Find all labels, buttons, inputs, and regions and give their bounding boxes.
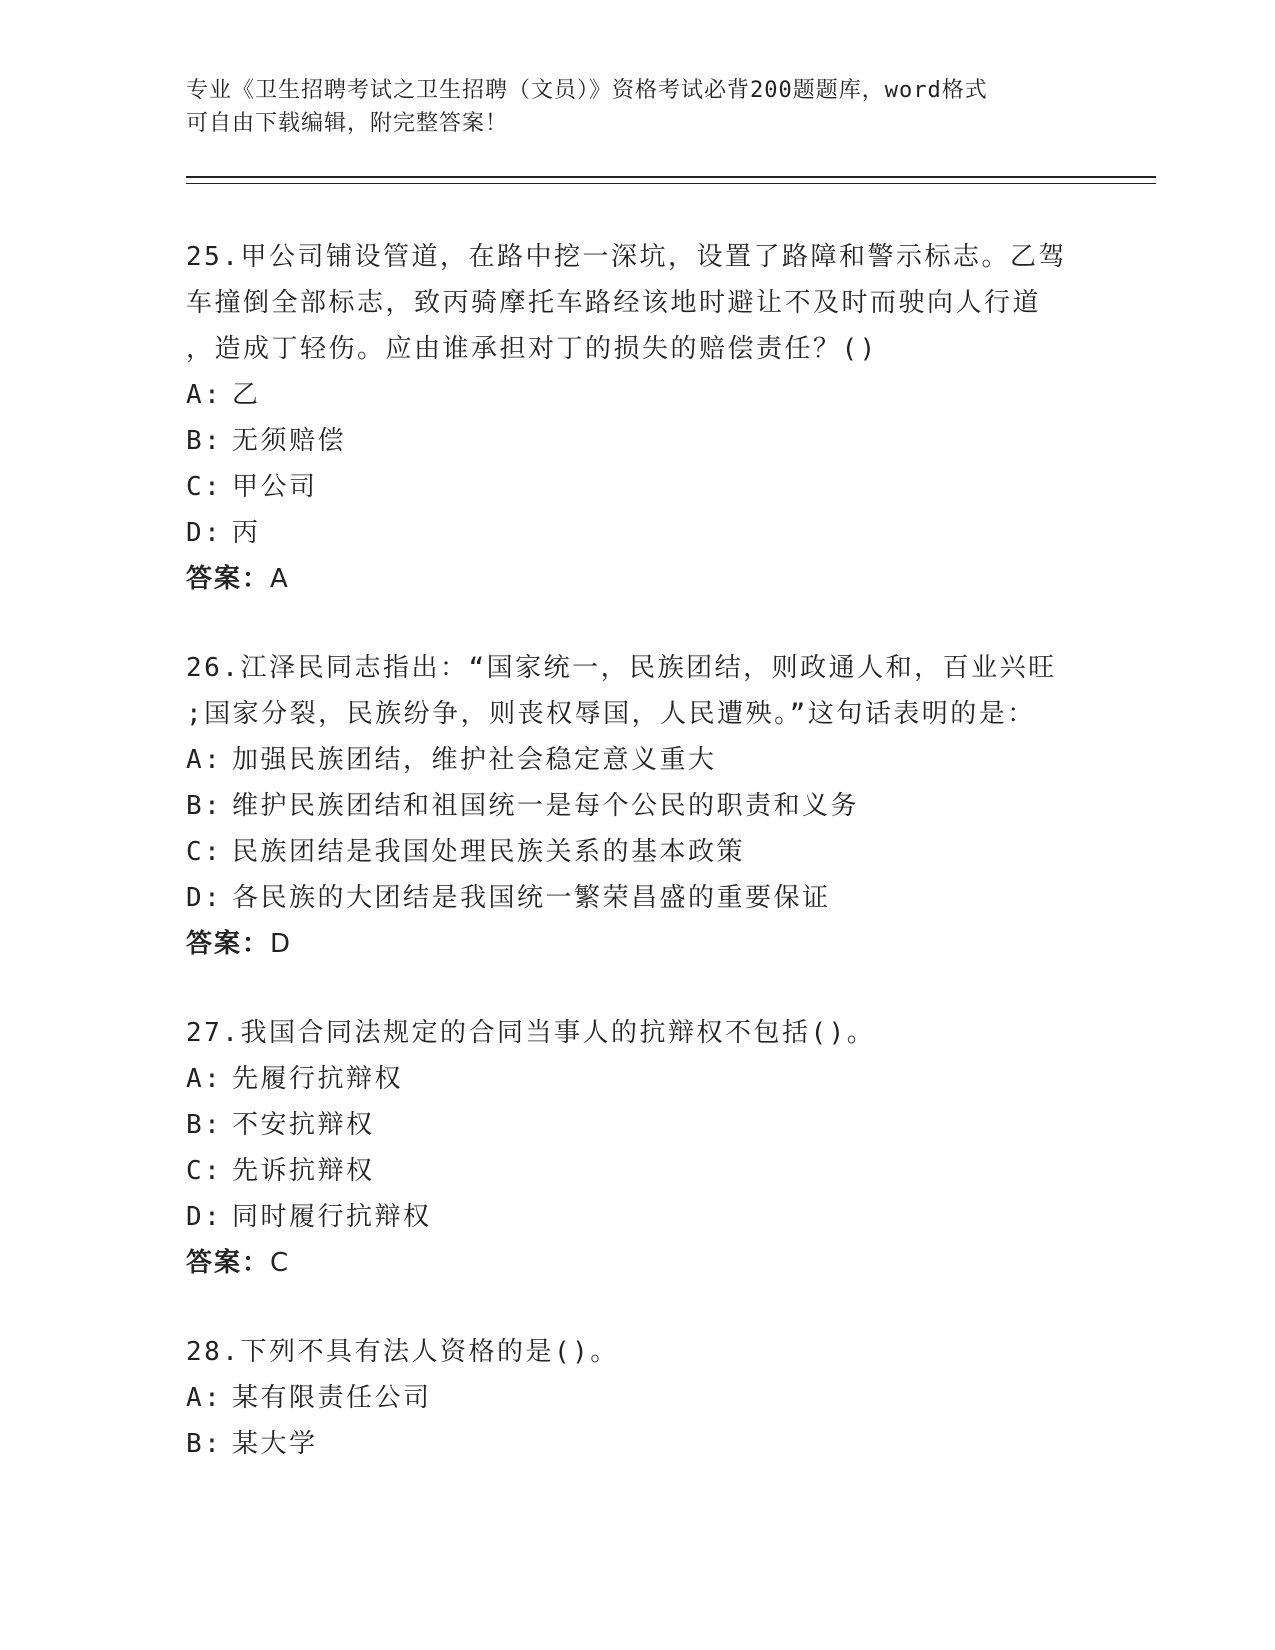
- document-header: [186, 74, 1086, 140]
- option-key: A:: [186, 1383, 223, 1413]
- option-text: 维护民族团结和祖国统一是每个公民的职责和义务: [232, 791, 860, 821]
- option-key: D:: [186, 518, 223, 548]
- option-key: A:: [186, 745, 223, 775]
- answer-value: D: [270, 929, 291, 959]
- option-text: 丙: [232, 518, 261, 548]
- header-rule-thick: [186, 176, 1156, 178]
- header-line-2: 可自由下载编辑，附完整答案！: [186, 111, 509, 136]
- question-list: [186, 234, 1086, 1510]
- question-text: ;国家分裂，民族纷争，则丧权辱国，人民遭殃。”这句话表明的是：: [186, 699, 1036, 729]
- option-key: D:: [186, 883, 223, 913]
- option-text: 同时履行抗辩权: [232, 1202, 432, 1232]
- option-d: [186, 1194, 1086, 1240]
- option-key: B:: [186, 1429, 223, 1459]
- answer-value: C: [270, 1248, 289, 1278]
- option-key: C:: [186, 472, 223, 502]
- question-27: [186, 1010, 1086, 1286]
- option-text: 各民族的大团结是我国统一繁荣昌盛的重要保证: [232, 883, 831, 913]
- option-c: [186, 464, 1086, 510]
- option-key: A:: [186, 380, 223, 410]
- header-rule-thin: [186, 183, 1156, 184]
- option-d: [186, 510, 1086, 556]
- option-text: 乙: [232, 380, 261, 410]
- option-text: 先履行抗辩权: [232, 1064, 404, 1094]
- option-a: [186, 372, 1086, 418]
- option-key: D:: [186, 1202, 223, 1232]
- option-c: [186, 829, 1086, 875]
- option-text: 无须赔偿: [232, 426, 347, 456]
- answer-line: [186, 921, 1086, 967]
- option-key: C:: [186, 837, 223, 867]
- option-text: 民族团结是我国处理民族关系的基本政策: [232, 837, 746, 867]
- answer-line: [186, 556, 1086, 602]
- question-text: 28.下列不具有法人资格的是()。: [186, 1337, 619, 1367]
- option-text: 甲公司: [232, 472, 318, 502]
- answer-label: 答案：: [186, 564, 271, 594]
- option-b: [186, 418, 1086, 464]
- question-text: 27.我国合同法规定的合同当事人的抗辩权不包括()。: [186, 1018, 876, 1048]
- answer-value: A: [270, 564, 288, 594]
- option-text: 不安抗辩权: [232, 1110, 375, 1140]
- answer-label: 答案：: [186, 1248, 271, 1278]
- option-text: 先诉抗辩权: [232, 1156, 375, 1186]
- question-text: 25.甲公司铺设管道，在路中挖一深坑，设置了路障和警示标志。乙驾: [186, 242, 1067, 272]
- option-a: [186, 1056, 1086, 1102]
- question-25: [186, 234, 1086, 602]
- question-28: [186, 1329, 1086, 1467]
- question-text: 26.江泽民同志指出：“国家统一，民族团结，则政通人和，百业兴旺: [186, 653, 1057, 683]
- option-c: [186, 1148, 1086, 1194]
- option-key: A:: [186, 1064, 223, 1094]
- option-a: [186, 1375, 1086, 1421]
- header-line-1: 专业《卫生招聘考试之卫生招聘（文员）》资格考试必背200题题库，word格式: [186, 78, 988, 103]
- question-26: [186, 645, 1086, 967]
- option-key: B:: [186, 426, 223, 456]
- option-text: 某大学: [232, 1429, 318, 1459]
- option-d: [186, 875, 1086, 921]
- option-text: 加强民族团结，维护社会稳定意义重大: [232, 745, 717, 775]
- answer-line: [186, 1240, 1086, 1286]
- option-b: [186, 783, 1086, 829]
- option-b: [186, 1421, 1086, 1467]
- question-text: ，造成丁轻伤。应由谁承担对丁的损失的赔偿责任？(): [186, 334, 878, 364]
- option-b: [186, 1102, 1086, 1148]
- answer-label: 答案：: [186, 929, 271, 959]
- option-key: C:: [186, 1156, 223, 1186]
- option-text: 某有限责任公司: [232, 1383, 432, 1413]
- option-a: [186, 737, 1086, 783]
- option-key: B:: [186, 791, 223, 821]
- option-key: B:: [186, 1110, 223, 1140]
- question-text: 车撞倒全部标志，致丙骑摩托车路经该地时避让不及时而驶向人行道: [186, 288, 1042, 318]
